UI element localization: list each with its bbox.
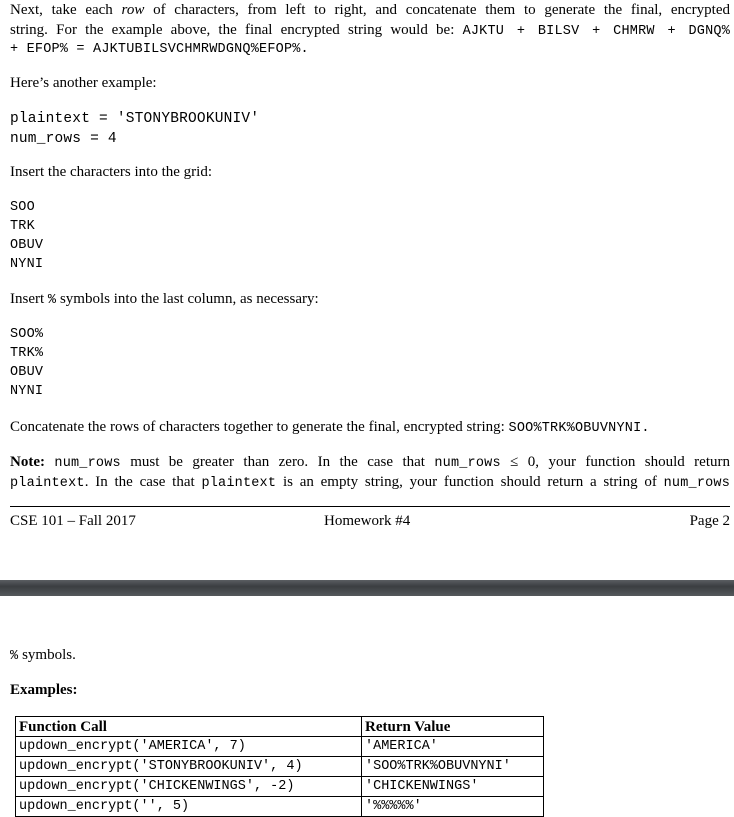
return-value-cell: 'SOO%TRK%OBUVNYNI'	[362, 757, 544, 777]
padded-grid-row: SOO%	[10, 327, 44, 342]
emphasis-row: row	[121, 2, 145, 18]
text-run: . In the case that	[84, 474, 195, 490]
code-run: num_rows	[54, 456, 121, 471]
footer-course: CSE 101 – Fall 2017	[10, 513, 136, 529]
note-label: Note:	[10, 454, 45, 470]
intro-paragraph-line-1	[10, 2, 730, 19]
padded-grid-row: OBUV	[10, 365, 44, 380]
padded-grid-row: TRK%	[10, 346, 44, 361]
function-call-cell: updown_encrypt('CHICKENWINGS', -2)	[16, 777, 362, 797]
text-run: is an empty string, your function should return a string of	[282, 474, 657, 490]
text-run: symbols into the last column, as necessary:	[59, 291, 319, 307]
function-call-cell: updown_encrypt('STONYBROOKUNIV', 4)	[16, 757, 362, 777]
grid-row: OBUV	[10, 238, 44, 253]
grid-row: NYNI	[10, 257, 44, 272]
function-call-cell: updown_encrypt('AMERICA', 7)	[16, 737, 362, 757]
concatenate-text	[10, 419, 650, 436]
num-rows-assignment: num_rows = 4	[10, 131, 117, 147]
table-header-row	[16, 717, 544, 737]
symbols-continuation	[10, 647, 76, 664]
code-run: num_rows	[663, 476, 731, 491]
note-line-2	[10, 474, 730, 491]
code-run: %	[47, 293, 57, 308]
code-run: plaintext	[10, 476, 85, 491]
return-value-cell: 'AMERICA'	[362, 737, 544, 757]
text-run: string. For the example above, the final encrypted string would be:	[10, 22, 455, 38]
header-function-call: Function Call	[16, 717, 362, 737]
table-row	[16, 777, 544, 797]
header-return-value: Return Value	[362, 717, 544, 737]
code-run: plaintext	[201, 476, 277, 491]
text-run: must be greater than zero. In the case that	[130, 454, 425, 470]
text-run: Insert	[10, 291, 45, 307]
table-row	[16, 757, 544, 777]
text-run: ≤ 0, your function should return	[510, 454, 730, 470]
examples-table	[15, 716, 544, 817]
intro-paragraph-line-3: + EFOP% = AJKTUBILSVCHMRWDGNQ%EFOP%.	[10, 42, 309, 57]
another-example-text: Here’s another example:	[10, 75, 157, 91]
code-run: AJKTU + BILSV + CHMRW + DGNQ%	[462, 24, 730, 39]
grid-row: TRK	[10, 219, 35, 234]
code-run: %	[10, 649, 19, 664]
code-run: num_rows	[434, 456, 501, 471]
insert-grid-text: Insert the characters into the grid:	[10, 164, 213, 180]
code-run: SOO%TRK%OBUVNYNI.	[508, 421, 650, 436]
text-run: Concatenate the rows of characters together to generate the final, encrypted string:	[10, 419, 505, 435]
text-run: of characters, from left to right, and concatenate them to generate the final, encrypted	[153, 2, 731, 18]
text-run: symbols.	[22, 647, 76, 663]
return-value-cell: '%%%%%'	[362, 797, 544, 817]
footer-page-number: Page 2	[689, 513, 730, 529]
table-row	[16, 797, 544, 817]
examples-heading: Examples:	[10, 682, 78, 698]
text-run: Next, take each	[10, 2, 113, 18]
return-value-cell: 'CHICKENWINGS'	[362, 777, 544, 797]
note-line-1	[10, 454, 730, 471]
insert-symbols-text	[10, 291, 319, 308]
padded-grid-row: NYNI	[10, 384, 44, 399]
intro-paragraph-line-2	[10, 22, 730, 39]
page-separator	[0, 580, 734, 596]
footer-divider	[10, 506, 730, 507]
table-row	[16, 737, 544, 757]
footer-homework: Homework #4	[324, 513, 411, 529]
plaintext-assignment: plaintext = 'STONYBROOKUNIV'	[10, 111, 260, 127]
function-call-cell: updown_encrypt('', 5)	[16, 797, 362, 817]
grid-row: SOO	[10, 200, 35, 215]
document-page-2	[0, 596, 734, 817]
